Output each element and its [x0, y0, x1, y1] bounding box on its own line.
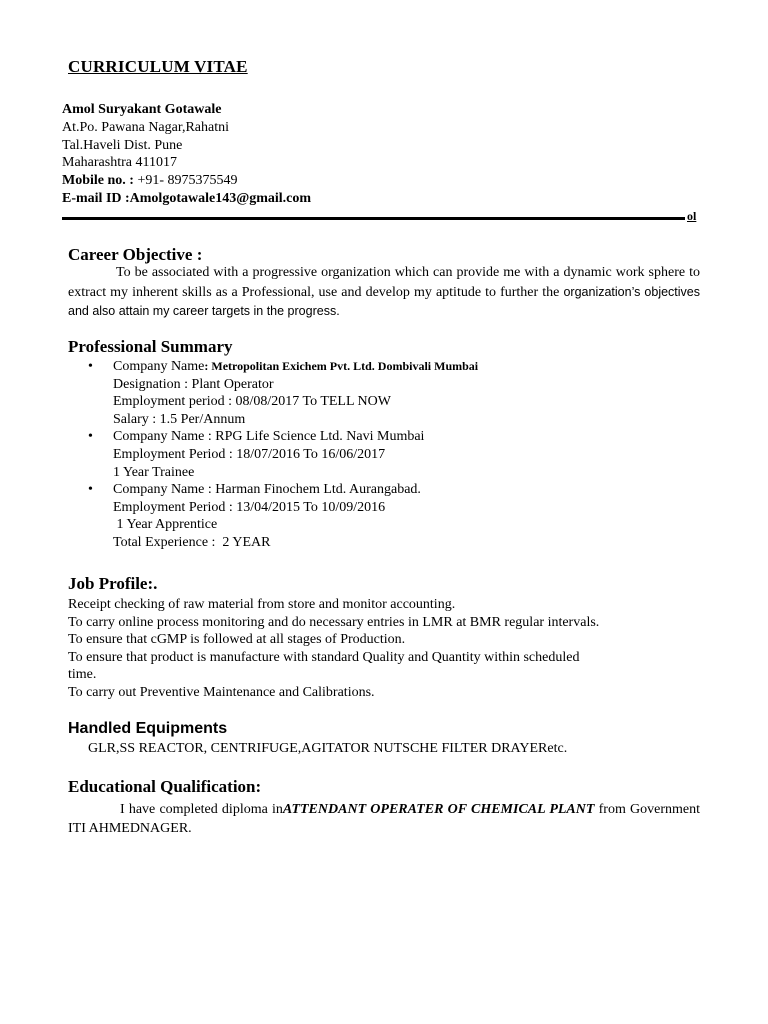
- educational-qualification-heading: Educational Qualification:: [68, 777, 262, 796]
- bullet-icon: •: [88, 359, 93, 374]
- bullet-icon: •: [88, 482, 93, 498]
- job-profile-list: [68, 596, 599, 702]
- total-experience: Total Experience : 2 YEAR: [113, 534, 271, 550]
- document-title: CURRICULUM VITAE: [68, 57, 248, 76]
- career-objective-heading: Career Objective :: [68, 245, 203, 264]
- mobile-line: [62, 172, 311, 190]
- company-2-name-line: Company Name : RPG Life Science Ltd. Navi Mumbai: [113, 429, 425, 445]
- contact-block: [62, 101, 311, 208]
- list-item: [88, 428, 478, 481]
- company-3-role: 1 Year Apprentice: [113, 517, 218, 533]
- job-profile-line: Receipt checking of raw material from store and monitor accounting.: [68, 597, 456, 612]
- company-2-period: Employment Period : 18/07/2016 To 16/06/2017: [113, 446, 386, 462]
- address-line-1: At.Po. Pawana Nagar,Rahatni: [62, 119, 230, 135]
- educational-qualification-text: [68, 800, 700, 838]
- education-text-post: from Government ITI AHMEDNAGER.: [68, 802, 700, 836]
- job-profile-line: To ensure that product is manufacture with standard Quality and Quantity within scheduled: [68, 649, 580, 665]
- email-line: E-mail ID :Amolgotawale143@gmail.com: [62, 190, 312, 206]
- handled-equipments-text: GLR,SS REACTOR, CENTRIFUGE,AGITATOR NUTSCHE FILTER DRAYERetc.: [88, 741, 568, 756]
- list-item: [88, 358, 478, 428]
- mobile-label: Mobile no. :: [62, 173, 134, 189]
- career-objective-text-end: organization’s objectives and also attain my career targets in the progress.: [68, 284, 701, 318]
- handled-equipments-heading: Handled Equipments: [68, 720, 228, 737]
- job-profile-line: To ensure that cGMP is followed at all stages of Production.: [68, 632, 406, 648]
- company-1-period: Employment period : 08/08/2017 To TELL NOW: [113, 394, 391, 410]
- company-1-designation: Designation : Plant Operator: [113, 376, 274, 392]
- mobile-value: +91- 8975375549: [133, 173, 238, 189]
- education-course: ATTENDANT OPERATER OF CHEMICAL PLANT: [282, 802, 595, 817]
- company-1-name: : Metropolitan Exichem Pvt. Ltd. Dombivali Mumbai: [204, 359, 479, 373]
- header-divider: [62, 217, 685, 220]
- career-objective-text-main: To be associated with a progressive organization which can provide me with a dynamic work sphere to extract my inherent skills as a Professional, use and develop my aptitude to further the: [68, 265, 700, 300]
- list-item: [88, 481, 478, 551]
- company-1-salary: Salary : 1.5 Per/Annum: [113, 411, 246, 427]
- address-line-3: Maharashtra 411017: [62, 155, 177, 171]
- job-profile-line: To carry online process monitoring and do necessary entries in LMR at BMR regular intervals.: [68, 614, 600, 630]
- company-2-role: 1 Year Trainee: [113, 464, 195, 480]
- job-profile-line: To carry out Preventive Maintenance and Calibrations.: [68, 684, 375, 700]
- company-list: [88, 358, 478, 552]
- company-1-label: Company Name: [113, 359, 205, 374]
- company-1-name-line: [113, 358, 478, 376]
- job-profile-heading: Job Profile:.: [68, 574, 158, 593]
- address-line-2: Tal.Haveli Dist. Pune: [62, 137, 183, 153]
- job-profile-line: time.: [68, 667, 97, 683]
- bullet-icon: •: [88, 429, 93, 445]
- professional-summary-heading: Professional Summary: [68, 337, 233, 356]
- candidate-name: Amol Suryakant Gotawale: [62, 102, 222, 117]
- education-text-pre: I have completed diploma in: [120, 802, 283, 817]
- divider-tail-text: ol: [687, 209, 697, 223]
- company-3-period: Employment Period : 13/04/2015 To 10/09/2016: [113, 499, 386, 515]
- career-objective-text: [68, 264, 700, 322]
- company-3-name-line: Company Name : Harman Finochem Ltd. Aurangabad.: [113, 482, 421, 498]
